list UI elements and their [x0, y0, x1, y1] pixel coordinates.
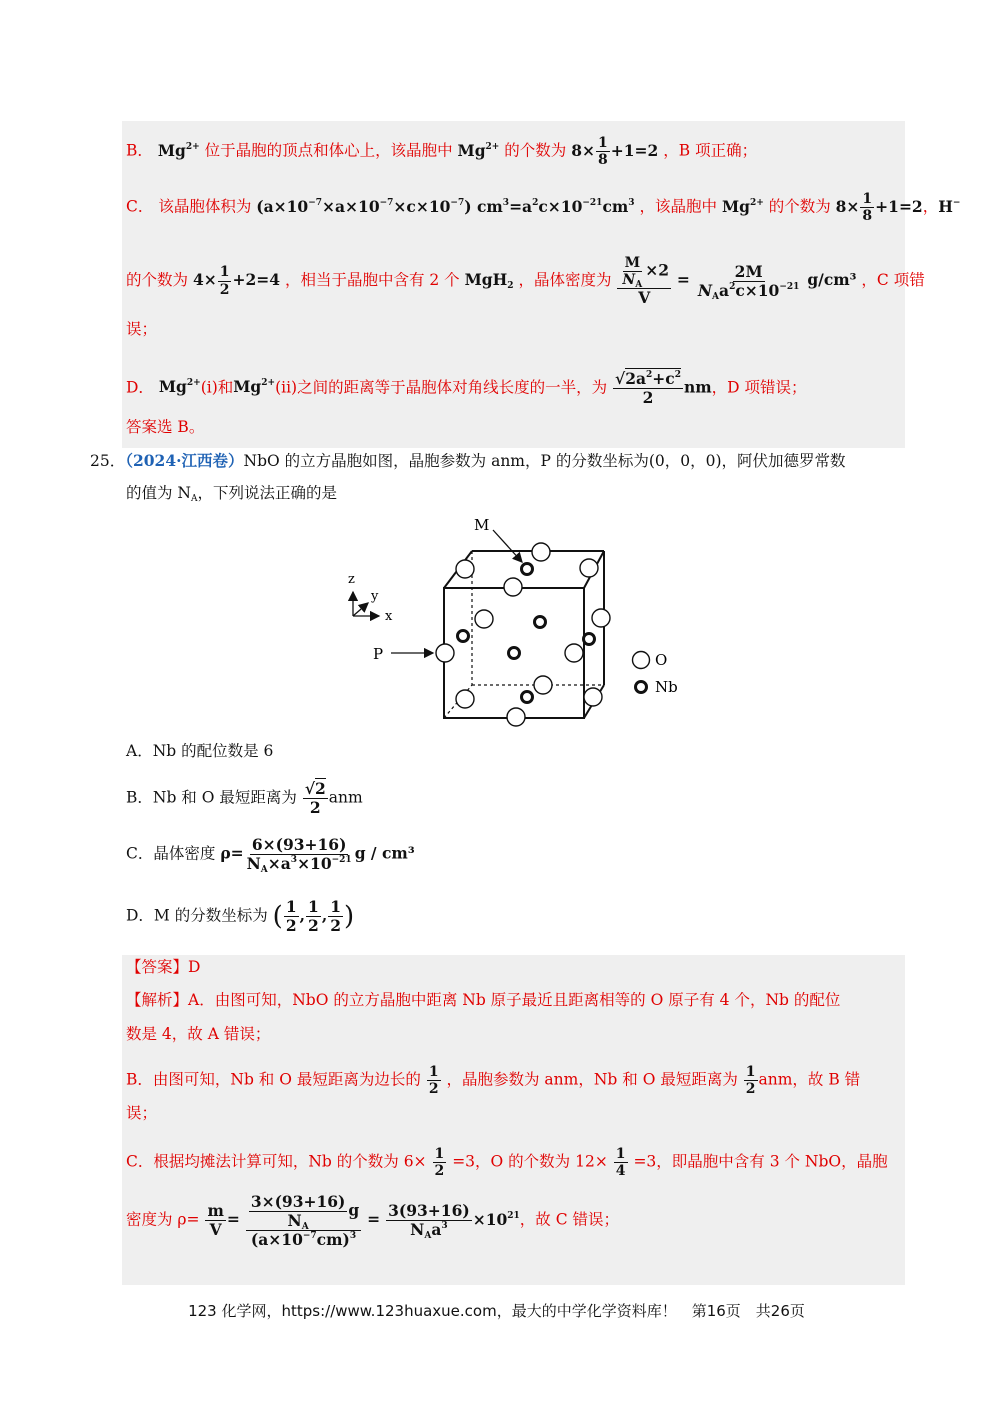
option-c: C．晶体密度 ρ= $\frac{6\times(93+16)}{N_A\times a^3\times 10^{-21}}$ g / cm³ — [126, 835, 415, 875]
analysis-c-line1: C．根据均摊法计算可知，Nb 的个数为 6× $\frac{1}{2}$ =3，O 的个数为 12× $\frac{1}{4}$ =3，即晶胞中含有 3 个 NbO，晶胞 — [126, 1146, 888, 1180]
label-m: M — [474, 516, 490, 534]
answer-line: 【答案】D — [126, 958, 201, 976]
analysis-b-line1: B．由图可知，Nb 和 O 最短距离为边长的 $\frac{1}{2}$ ，晶胞参数为 anm，Nb 和 O 最短距离为 $\frac{1}{2}$ anm，故 B 错 — [126, 1064, 861, 1098]
prev-conclusion: 答案选 B。 — [126, 418, 205, 436]
prev-line-b: B． $Mg^{2+}$ 位于晶胞的顶点和体心上，该晶胞中 $Mg^{2+}$ 的个数为 8× $\frac{1}{8}$ +1=2 ，B 项正确； — [126, 135, 758, 169]
nbo-unit-cell-figure — [335, 512, 695, 737]
analysis-b-line2: 误； — [126, 1104, 158, 1122]
svg-text:z: z — [348, 572, 355, 587]
nb-atoms — [458, 564, 595, 703]
page-footer: 123 化学网，https://www.123huaxue.com，最大的中学化学资料库！ 第16页 共26页 — [188, 1302, 805, 1320]
arrow-m — [493, 530, 522, 562]
option-a: A．Nb 的配位数是 6 — [126, 742, 274, 760]
legend-o-icon — [633, 652, 650, 669]
question-stem-line2: 的值为 $N_A$，下列说法正确的是 — [126, 484, 338, 504]
prev-line-d: D． $Mg^{2+}(i)$和$Mg^{2+}(ii)$之间的距离等于晶胞体对角线长度的一半，为 $\frac{√2a^2+c^2}{2}$ nm，D 项错误； — [126, 369, 807, 407]
question-number: 25． — [90, 452, 126, 470]
legend-nb-label: Nb — [655, 678, 678, 696]
analysis-c-line2: 密度为 ρ= $\frac{m}{V}$ = $\frac{3\times(93+16)}{N_A}$ g $(a\times 10^{-7}cm)^3$ = $\frac{3(93+16)}{N_Aa^3}$ $\times 10^{21}$，故 C 错误； — [126, 1192, 620, 1249]
prev-line-c1: C． 该晶胞体积为 $(a\times 10^{-7}\times a\times 10^{-7}\times c\times 10^{-7})$ $cm^3=a^2c\times 10^{-21}cm^3$ ，该晶胞中 $Mg^{2+}$ 的个数为 8× $\frac{1}{8}$ +1=2，H− — [126, 191, 961, 225]
analysis-a-line1: 【解析】A．由图可知，NbO 的立方晶胞中距离 Nb 原子最近且距离相等的 O 原子有 4 个，Nb 的配位 — [126, 991, 841, 1009]
prev-line-c2: 的个数为 4× $\frac{1}{2}$ +2=4 ，相当于晶胞中含有 2 个 MgH$_2$ ，晶体密度为 $\frac{M}{N_A}$ ×2 V = $\frac{2M}{N_Aa^2c\times 10^{-21}}$ g/cm³ ，C 项错 — [126, 255, 925, 308]
legend-nb-icon — [636, 682, 647, 693]
prev-line-c3: 误； — [126, 320, 158, 338]
svg-text:x: x — [385, 609, 393, 624]
analysis-a-line2: 数是 4，故 A 错误； — [126, 1025, 271, 1043]
svg-text:y: y — [371, 589, 379, 604]
option-d: D．M 的分数坐标为 ( $\frac{1}{2}$ , $\frac{1}{2}$ , $\frac{1}{2}$ ) — [126, 897, 355, 935]
option-b: B．Nb 和 O 最短距离为 $\frac{√2}{2}$ anm — [126, 779, 363, 817]
question-stem-line1: 25．（2024·江西卷）NbO 的立方晶胞如图，晶胞参数为 anm，P 的分数坐标为(0，0，0)，阿伏加德罗常数 — [90, 451, 846, 470]
label-p: P — [373, 645, 384, 663]
question-source: （2024·江西卷） — [125, 451, 244, 470]
legend-o-label: O — [655, 651, 668, 669]
